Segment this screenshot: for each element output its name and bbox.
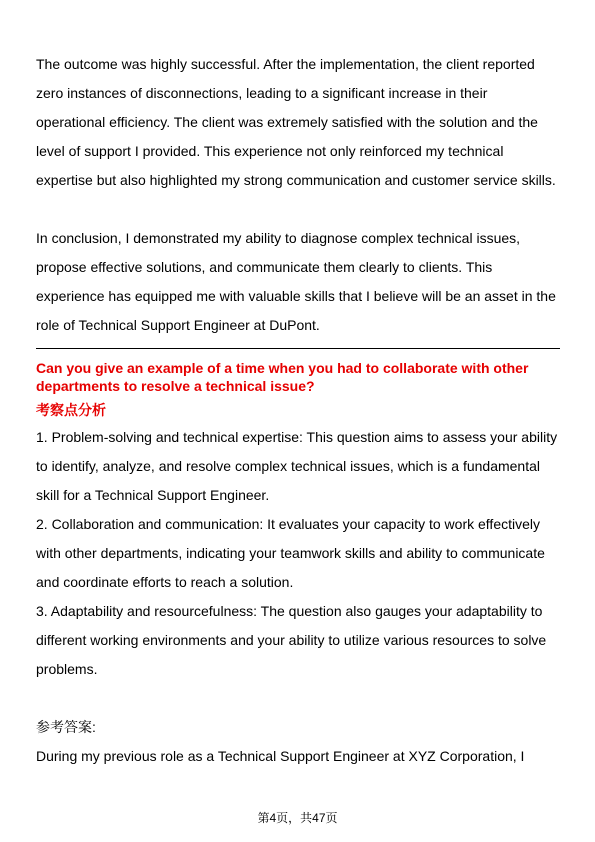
analysis-point-3: 3. Adaptability and resourcefulness: The question also gauges your adaptability to different working environments and your ability to utilize various resources to solve problems.	[36, 603, 547, 677]
analysis-point-2: 2. Collaboration and communication: It evaluates your capacity to work effectively with other departments, indicating your teamwork skills and ability to communicate and coordinate efforts to reach a solution.	[36, 516, 545, 590]
page-content	[36, 50, 560, 771]
answer-label: 参考答案:	[36, 719, 96, 735]
outcome-paragraph: The outcome was highly successful. After the implementation, the client reported zero instances of disconnections, leading to a significant increase in their operational efficiency. The client was extremely satisfied with the solution and the level of support I provided. This experience not only reinforced my technical expertise but also highlighted my strong communication and customer service skills.	[36, 56, 556, 188]
page-indicator: 第4页，共47页	[257, 811, 338, 825]
paragraph-gap	[36, 684, 560, 713]
analysis-point-1: 1. Problem-solving and technical expertise: This question aims to assess your ability to identify, analyze, and resolve complex technical issues, which is a fundamental skill for a Technical Support Engineer.	[36, 429, 558, 503]
question-heading: Can you give an example of a time when you had to collaborate with other departments to resolve a technical issue?	[36, 360, 529, 394]
analysis-label: 考察点分析	[36, 402, 106, 418]
answer-paragraph: During my previous role as a Technical Support Engineer at XYZ Corporation, I	[36, 748, 525, 764]
section-divider	[36, 348, 560, 349]
conclusion-paragraph: In conclusion, I demonstrated my ability to diagnose complex technical issues, propose effective solutions, and communicate them clearly to clients. This experience has equipped me with valuable skills that I believe will be an asset in the role of Technical Support Engineer at DuPont.	[36, 230, 556, 333]
paragraph-gap	[36, 195, 560, 224]
